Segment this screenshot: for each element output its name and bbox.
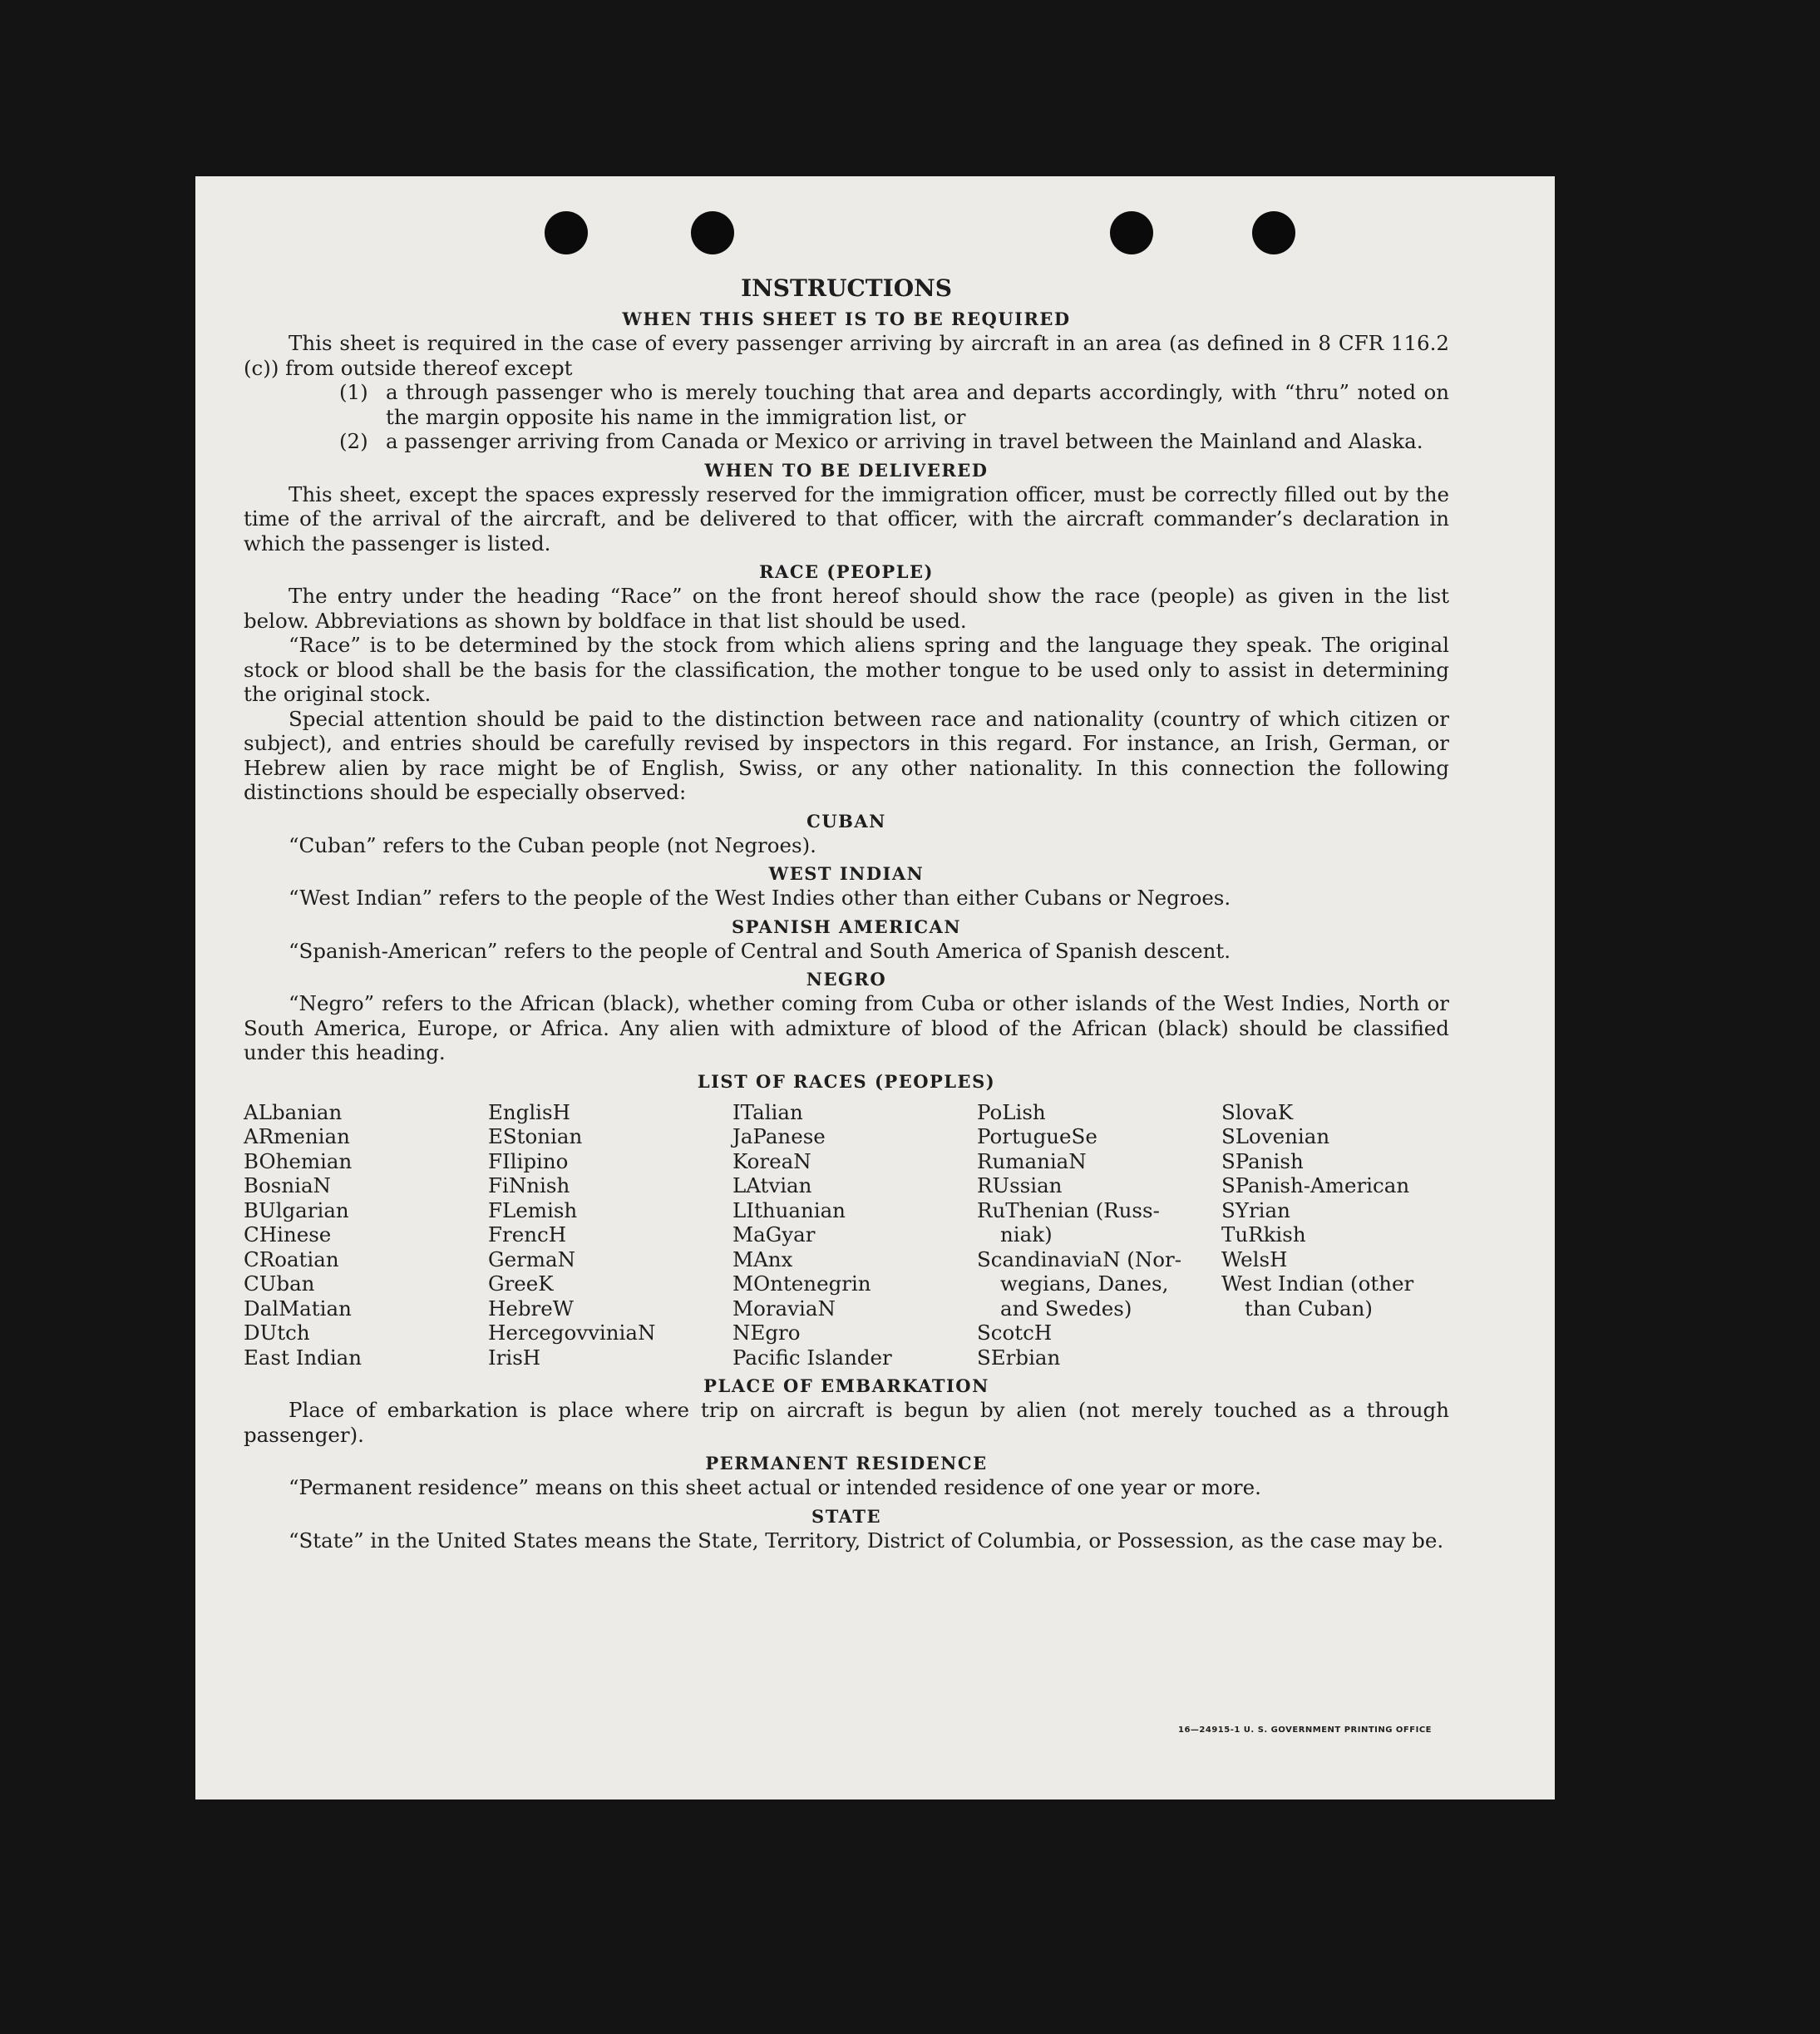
race-entry: MOntenegrin [732, 1271, 871, 1296]
punch-hole [1110, 211, 1153, 254]
race-entry: ITalian [732, 1099, 803, 1124]
heading-spanish-american: SPANISH AMERICAN [731, 916, 962, 937]
race-entry: LIthuanian [732, 1197, 846, 1222]
race-entry: BOhemian [244, 1148, 353, 1173]
heading-state: STATE [811, 1505, 881, 1527]
race-entry: LAtvian [732, 1173, 812, 1197]
race-entry: DUtch [244, 1321, 310, 1345]
race-entry: ALbanian [244, 1099, 343, 1124]
race-entry: KoreaN [732, 1148, 811, 1173]
heading-when-required: WHEN THIS SHEET IS TO BE REQUIRED [622, 309, 1071, 329]
delivered-text: This sheet, except the spaces expressly reserved for the immigration officer, must be correctly filled out by the time of the arrival of the aircraft, and be delivered to that officer, with the aircraft commander’s declaration in which the passenger is listed. [244, 481, 1449, 555]
race-entry: PoLish [977, 1099, 1046, 1124]
race-paragraph-1: The entry under the heading “Race” on the front hereof should show the race (people) as given in the list below. Abbreviations as shown by boldface in that list should be used. [244, 584, 1449, 633]
punch-hole [691, 211, 734, 254]
race-paragraph-2: “Race” is to be determined by the stock from which aliens spring and the language they speak. The original stock or blood shall be the basis for the classification, the mother tongue to be used only to assist in determining the original stock. [244, 633, 1449, 706]
race-entry: West Indian (other [1221, 1271, 1414, 1296]
race-entry: East Indian [244, 1345, 363, 1370]
embarkation-text: Place of embarkation is place where trip on aircraft is begun by alien (not merely touched as a through passenger). [244, 1398, 1449, 1447]
race-entry: FiNnish [488, 1173, 570, 1197]
race-entry: FrencH [488, 1222, 567, 1247]
race-entry: MaGyar [732, 1222, 816, 1247]
west-indian-text: “West Indian” refers to the people of the West Indies other than either Cubans or Negroes. [289, 886, 1231, 910]
document-page [195, 176, 1555, 1799]
race-entry: BosniaN [244, 1173, 331, 1197]
cuban-text: “Cuban” refers to the Cuban people (not Negroes). [289, 832, 816, 857]
race-entry: NEgro [732, 1321, 801, 1345]
punch-hole [1252, 211, 1295, 254]
races-column [732, 1100, 960, 1370]
printing-office-note: 16—24915-1 U. S. GOVERNMENT PRINTING OFFICE [1178, 1725, 1432, 1735]
exception-item [244, 429, 1449, 454]
race-entry: JaPanese [732, 1124, 826, 1148]
race-entry: wegians, Danes, [1000, 1271, 1169, 1296]
race-entry: SErbian [977, 1345, 1061, 1370]
race-entry: DalMatian [244, 1296, 352, 1321]
race-entry: IrisH [488, 1345, 541, 1370]
race-entry: CUban [244, 1271, 315, 1296]
race-entry: EnglisH [488, 1099, 570, 1124]
residence-text: “Permanent residence” means on this sheet actual or intended residence of one year or more. [289, 1475, 1261, 1499]
exception-number: (2) [339, 429, 368, 453]
race-entry: GreeK [488, 1271, 554, 1296]
race-entry: EStonian [488, 1124, 583, 1148]
race-entry: ScandinaviaN (Nor- [977, 1247, 1182, 1271]
exception-text: a passenger arriving from Canada or Mexico or arriving in travel between the Mainland and Alaska. [386, 429, 1423, 453]
race-entry: than Cuban) [1245, 1296, 1373, 1321]
heading-race: RACE (PEOPLE) [759, 561, 934, 582]
heading-negro: NEGRO [806, 969, 887, 990]
race-entry: CHinese [244, 1222, 332, 1247]
page-title: INSTRUCTIONS [741, 274, 952, 302]
race-entry: MoraviaN [732, 1296, 836, 1321]
race-entry: ARmenian [244, 1124, 350, 1148]
required-intro: This sheet is required in the case of every passenger arriving by aircraft in an area (as defined in 8 CFR 116.2 (c)) from outside thereof except [244, 331, 1449, 380]
race-entry: FIlipino [488, 1148, 569, 1173]
heading-when-delivered: WHEN TO BE DELIVERED [704, 459, 989, 481]
heading-embarkation: PLACE OF EMBARKATION [703, 1375, 989, 1396]
exception-number: (1) [339, 380, 368, 404]
race-entry: HercegovviniaN [488, 1321, 656, 1345]
negro-text: “Negro” refers to the African (black), whether coming from Cuba or other islands of the West Indies, North or South America, Europe, or Africa. Any alien with admixture of blood of the African (black) should be classified under this heading. [244, 991, 1449, 1064]
heading-west-indian: WEST INDIAN [768, 863, 925, 884]
race-entry: niak) [1000, 1222, 1053, 1247]
race-entry: SYrian [1221, 1197, 1290, 1222]
spanish-american-text: “Spanish-American” refers to the people of Central and South America of Spanish descent. [289, 938, 1231, 963]
race-entry: MAnx [732, 1247, 793, 1271]
race-entry: and Swedes) [1000, 1296, 1132, 1321]
race-entry: TuRkish [1221, 1222, 1306, 1247]
races-column [244, 1100, 471, 1370]
race-entry: SLovenian [1221, 1124, 1330, 1148]
race-entry: ScotcH [977, 1321, 1053, 1345]
races-column [977, 1100, 1205, 1370]
exception-text: a through passenger who is merely touching that area and departs accordingly, with “thru” noted on the margin opposite his name in the immigration list, or [386, 380, 1449, 429]
race-entry: SPanish-American [1221, 1173, 1410, 1197]
race-entry: WelsH [1221, 1247, 1288, 1271]
race-entry: GermaN [488, 1247, 576, 1271]
race-entry: PortugueSe [977, 1124, 1097, 1148]
state-text: “State” in the United States means the State, Territory, District of Columbia, or Possession, as the case may be. [289, 1528, 1444, 1553]
race-entry: SlovaK [1221, 1099, 1294, 1124]
instructions-content [244, 274, 1449, 1553]
race-paragraph-3: Special attention should be paid to the distinction between race and nationality (country of which citizen or subject), and entries should be carefully revised by inspectors in this regard. For instance, an Irish, German, or Hebrew alien by race might be of English, Swiss, or any other nationality. In this connection the following distinctions should be especially observed: [244, 706, 1449, 804]
race-entry: SPanish [1221, 1148, 1304, 1173]
races-column [1221, 1100, 1449, 1370]
exception-item [244, 380, 1449, 429]
race-entry: Pacific Islander [732, 1345, 892, 1370]
race-entry: BUlgarian [244, 1197, 349, 1222]
heading-cuban: CUBAN [806, 810, 886, 832]
punch-hole [545, 211, 588, 254]
races-list [244, 1100, 1449, 1370]
race-entry: RUssian [977, 1173, 1063, 1197]
races-column [488, 1100, 716, 1370]
heading-list-of-races: LIST OF RACES (PEOPLES) [697, 1070, 996, 1092]
heading-permanent-residence: PERMANENT RESIDENCE [705, 1453, 988, 1474]
race-entry: CRoatian [244, 1247, 339, 1271]
race-entry: HebreW [488, 1296, 574, 1321]
race-entry: FLemish [488, 1197, 578, 1222]
race-entry: RuThenian (Russ- [977, 1197, 1160, 1222]
race-entry: RumaniaN [977, 1148, 1087, 1173]
